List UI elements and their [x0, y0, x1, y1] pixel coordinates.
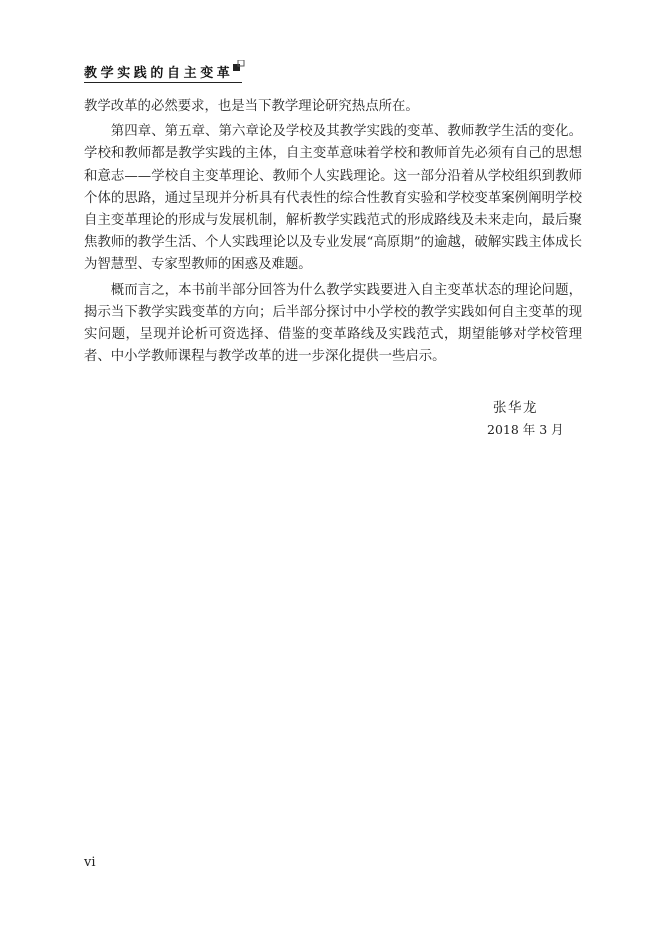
running-head	[84, 60, 244, 84]
running-head-title: 教学实践的自主变革	[84, 66, 234, 81]
paragraph: 概而言之，本书前半部分回答为什么教学实践要进入自主变革状态的理论问题，揭示当下教学实践变革的方向；后半部分探讨中小学校的教学实践如何自主变革的现实问题，呈现并论析可资选择、借鉴的变革路线及实践范式，期望能够对学校管理者、中小学教师课程与教学改革的进一步深化提供一些启示。	[84, 282, 582, 365]
body-text	[84, 96, 582, 371]
signature-date: 2018 年 3 月	[487, 422, 564, 437]
page-number: vi	[84, 855, 96, 870]
paragraph-continuation: 教学改革的必然要求，也是当下教学理论研究热点所在。	[84, 99, 419, 114]
author-signature: 张华龙	[493, 400, 538, 416]
header-rule	[84, 82, 242, 83]
paragraph: 第四章、第五章、第六章论及学校及其教学实践的变革、教师教学生活的变化。学校和教师都是教学实践的主体，自主变革意味着学校和教师首先必须有自己的思想和意志——学校自主变革理论、教师个人实践理论。这一部分沿着从学校组织到教师个体的思路，通过呈现并分析具有代表性的综合性教育实验和学校变革案例阐明学校自主变革理论的形成与发展机制，解析教学实践范式的形成路线及未来走向，最后聚焦教师的教学生活、个人实践理论以及专业发展“高原期”的逾越，破解实践主体成长为智慧型、专家型教师的困惑及难题。	[84, 124, 582, 273]
corner-mark-icon	[233, 60, 245, 72]
